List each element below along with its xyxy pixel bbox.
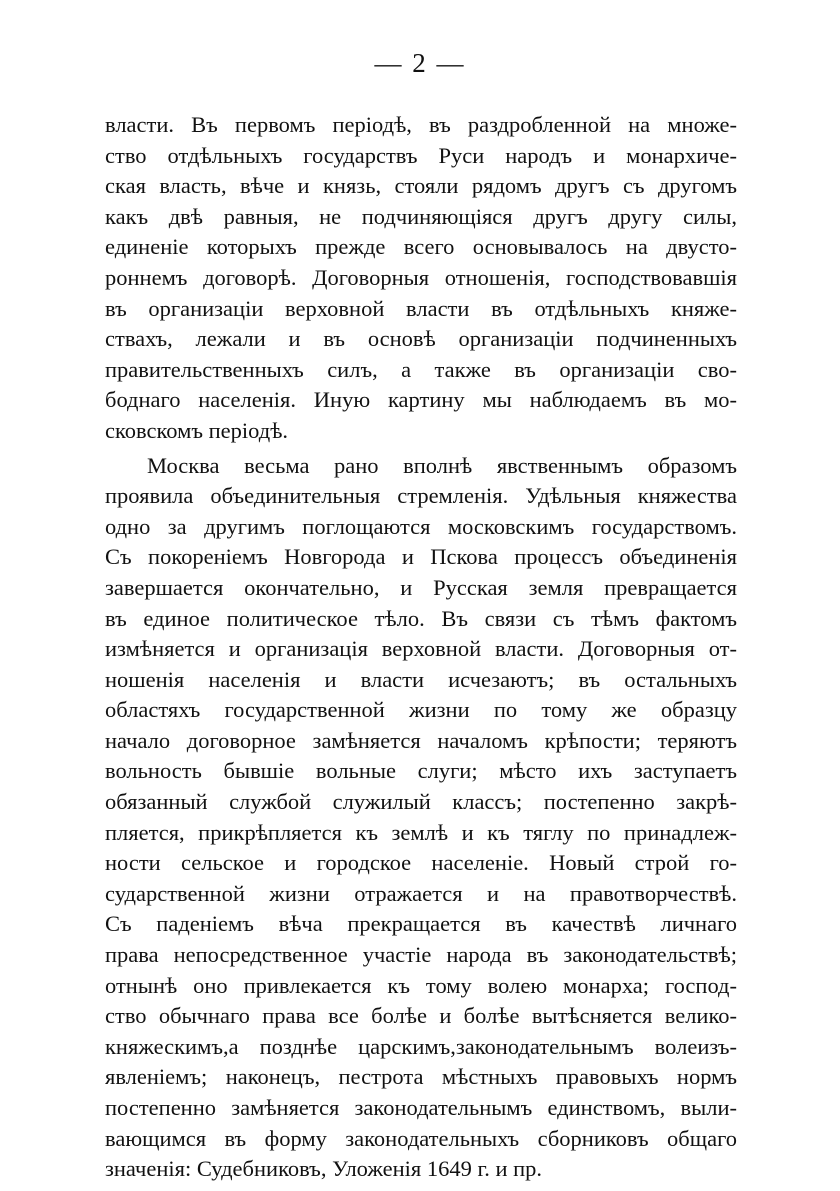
text-line: отнынѣ оно привлекается къ тому волею монарха; господ-: [105, 972, 737, 998]
text-line: ствахъ, лежали и въ основѣ организаціи подчиненныхъ: [105, 326, 737, 352]
text-line: ство отдѣльныхъ государствъ Руси народъ и монархиче-: [105, 142, 737, 168]
text-line: пляется, прикрѣпляется къ землѣ и къ тяглу по принадлеж-: [105, 819, 737, 845]
text-line: въ организаціи верховной власти въ отдѣльныхъ княже-: [105, 295, 737, 321]
text-line: Съ паденіемъ вѣча прекращается въ качествѣ личнаго: [105, 911, 737, 937]
text-line: завершается окончательно, и Русская земля превращается: [105, 574, 737, 600]
text-line: Москва весьма рано вполнѣ явственнымъ образомъ: [147, 452, 737, 478]
text-line: какъ двѣ равныя, не подчиняющіяся другъ другу силы,: [105, 203, 737, 229]
text-line: въ единое политическое тѣло. Въ связи съ тѣмъ фактомъ: [105, 605, 737, 631]
text-line: ности сельское и городское населеніе. Новый строй го-: [105, 850, 737, 876]
text-line: Съ покореніемъ Новгорода и Пскова процессъ объединенія: [105, 544, 737, 570]
text-line: права непосредственное участіе народа въ законодательствѣ;: [105, 942, 737, 968]
text-line: сударственной жизни отражается и на правотворчествѣ.: [105, 880, 737, 906]
text-line: княжескимъ,а позднѣе царскимъ,законодательнымъ волеизъ-: [105, 1033, 737, 1059]
text-line: обязанный службой служилый классъ; постепенно закрѣ-: [105, 789, 737, 815]
text-line: областяхъ государственной жизни по тому же образцу: [105, 697, 737, 723]
text-line: единеніе которыхъ прежде всего основывалось на двусто-: [105, 234, 737, 260]
text-line: власти. Въ первомъ періодѣ, въ раздробленной на множе-: [105, 112, 737, 137]
text-line: вольность бывшіе вольные слуги; мѣсто ихъ заступаетъ: [105, 758, 737, 784]
text-line: вающимся въ форму законодательныхъ сборниковъ общаго: [105, 1125, 737, 1151]
text-line: измѣняется и организація верховной власти. Договорныя от-: [105, 636, 737, 662]
text-line: явленіемъ; наконецъ, пестрота мѣстныхъ правовыхъ нормъ: [105, 1064, 737, 1090]
body-text: [105, 110, 737, 1185]
text-line: ская власть, вѣче и князь, стояли рядомъ другъ съ другомъ: [105, 173, 737, 199]
text-line: одно за другимъ поглощаются московскимъ государствомъ.: [105, 513, 737, 539]
text-line: постепенно замѣняется законодательнымъ единствомъ, выли-: [105, 1095, 737, 1120]
text-line: значенія: Судебниковъ, Уложенія 1649 г. и пр.: [105, 1156, 543, 1182]
text-line: боднаго населенія. Иную картину мы наблюдаемъ въ мо-: [105, 387, 737, 413]
text-line: сковскомъ періодѣ.: [105, 417, 289, 443]
text-line: роннемъ договорѣ. Договорныя отношенія, господствовавшія: [105, 264, 737, 290]
text-line: ство обычнаго права все болѣе и болѣе вытѣсняется велико-: [105, 1003, 737, 1029]
paragraph: [105, 110, 737, 447]
page-number: — 2 —: [374, 48, 466, 78]
text-line: проявила объединительныя стремленія. Удѣльныя княжества: [105, 483, 737, 509]
text-line: начало договорное замѣняется началомъ крѣпости; теряютъ: [105, 727, 737, 753]
paragraph: [105, 451, 737, 1185]
text-line: ношенія населенія и власти исчезаютъ; въ остальныхъ: [105, 666, 737, 692]
text-line: правительственныхъ силъ, а также въ организаціи сво-: [105, 356, 737, 382]
